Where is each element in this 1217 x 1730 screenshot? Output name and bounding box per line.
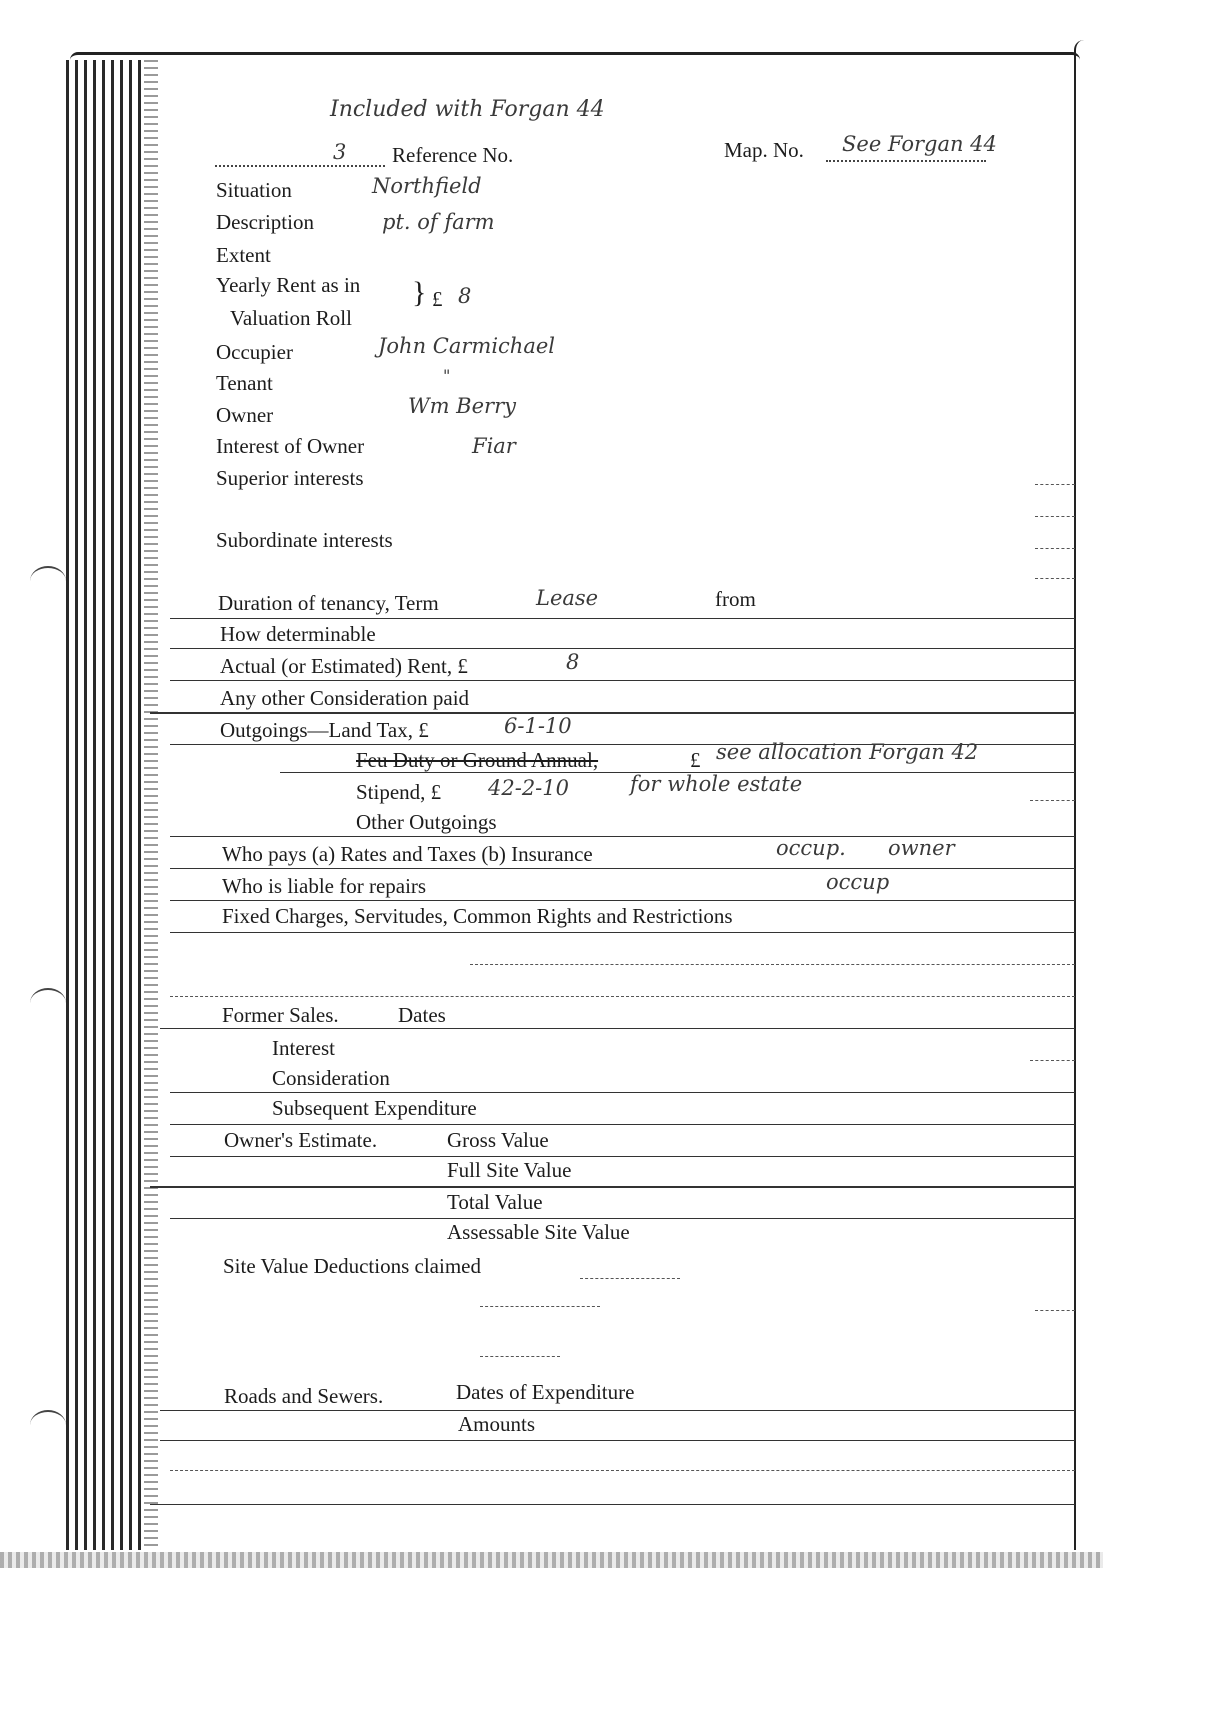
actual-rent-value: 8 bbox=[566, 650, 580, 674]
form-rule-dashed bbox=[170, 1470, 1075, 1471]
outgoings-land-tax-label: Outgoings—Land Tax, £ bbox=[220, 718, 429, 742]
fixed-charges-label: Fixed Charges, Servitudes, Common Rights and Restrictions bbox=[222, 904, 733, 928]
stipend-value: 42-2-10 bbox=[488, 776, 569, 800]
form-rule bbox=[170, 932, 1075, 933]
occupier-value: John Carmichael bbox=[378, 334, 555, 358]
form-rule-dashed bbox=[580, 1278, 680, 1279]
tenant-label: Tenant bbox=[216, 371, 273, 395]
right-margin-dash bbox=[1035, 516, 1075, 517]
dates-of-expenditure-label: Dates of Expenditure bbox=[456, 1380, 635, 1404]
gross-value-label: Gross Value bbox=[447, 1128, 549, 1152]
situation-value: Northfield bbox=[372, 174, 482, 198]
form-rule bbox=[150, 1186, 1075, 1188]
map-number-dotline bbox=[826, 160, 986, 162]
interest-of-owner-label: Interest of Owner bbox=[216, 434, 365, 458]
form-rule bbox=[170, 648, 1075, 649]
superior-interests-label: Superior interests bbox=[216, 466, 364, 490]
former-sales-label: Former Sales. bbox=[222, 1003, 339, 1027]
form-rule bbox=[170, 618, 1075, 619]
reference-label: Reference No. bbox=[392, 143, 514, 167]
punch-hole bbox=[30, 1410, 66, 1440]
yearly-rent-label: Yearly Rent as in bbox=[216, 273, 361, 297]
yearly-rent-currency: £ bbox=[432, 287, 443, 311]
form-rule bbox=[170, 1156, 1075, 1157]
duration-value: Lease bbox=[536, 586, 599, 610]
form-rule bbox=[160, 1028, 1075, 1029]
owner-value: Wm Berry bbox=[408, 394, 516, 418]
bound-page-edges bbox=[66, 60, 144, 1550]
subordinate-interests-label: Subordinate interests bbox=[216, 528, 393, 552]
description-label: Description bbox=[216, 210, 314, 234]
handwritten-header-note: Included with Forgan 44 bbox=[330, 97, 605, 122]
stipend-note: for whole estate bbox=[630, 772, 803, 796]
reference-number-value: 3 bbox=[333, 140, 347, 164]
punch-hole bbox=[30, 988, 66, 1018]
form-rule bbox=[170, 1092, 1075, 1093]
other-consideration-label: Any other Consideration paid bbox=[220, 686, 470, 710]
total-value-label: Total Value bbox=[447, 1190, 543, 1214]
page-bottom-edge bbox=[0, 1552, 1103, 1568]
map-number-value: See Forgan 44 bbox=[842, 132, 997, 156]
feu-duty-currency: £ bbox=[690, 748, 701, 772]
form-rule bbox=[170, 900, 1075, 901]
form-rule bbox=[150, 1504, 1075, 1505]
former-sales-dates-label: Dates bbox=[398, 1003, 446, 1027]
repairs-label: Who is liable for repairs bbox=[222, 874, 427, 898]
right-margin-dash bbox=[1035, 548, 1075, 549]
land-tax-value: 6-1-10 bbox=[504, 714, 572, 738]
repairs-value: occup bbox=[826, 870, 890, 894]
tenant-ditto-mark: " bbox=[443, 366, 451, 385]
feu-duty-value: see allocation Forgan 42 bbox=[716, 740, 979, 764]
page-top-edge bbox=[70, 52, 1080, 63]
form-rule-dashed bbox=[170, 996, 1075, 997]
site-value-deductions-label: Site Value Deductions claimed bbox=[223, 1254, 481, 1278]
occupier-label: Occupier bbox=[216, 340, 293, 364]
duration-label: Duration of tenancy, Term bbox=[218, 591, 439, 615]
owner-label: Owner bbox=[216, 403, 274, 427]
form-rule bbox=[170, 1124, 1075, 1125]
form-rule bbox=[170, 1218, 1075, 1219]
how-determinable-label: How determinable bbox=[220, 622, 376, 646]
feu-duty-label-struck: Feu Duty or Ground Annual, bbox=[356, 748, 599, 772]
right-margin-dash bbox=[1035, 578, 1075, 579]
punch-hole bbox=[30, 566, 66, 596]
yearly-rent-value: 8 bbox=[458, 284, 472, 308]
former-sales-interest-label: Interest bbox=[272, 1036, 335, 1060]
roads-sewers-label: Roads and Sewers. bbox=[224, 1384, 384, 1408]
form-rule bbox=[160, 1440, 1075, 1441]
stipend-label: Stipend, £ bbox=[356, 780, 442, 804]
description-value: pt. of farm bbox=[382, 210, 495, 234]
right-margin-dash bbox=[1030, 800, 1075, 801]
right-margin-dash bbox=[1035, 1310, 1075, 1311]
owners-estimate-label: Owner's Estimate. bbox=[224, 1128, 378, 1152]
right-margin-dash bbox=[1030, 1060, 1075, 1061]
form-rule-dashed bbox=[480, 1356, 560, 1357]
right-margin-dash bbox=[1035, 484, 1075, 485]
form-rule bbox=[160, 1410, 1075, 1411]
assessable-site-value-label: Assessable Site Value bbox=[447, 1220, 630, 1244]
map-number-label: Map. No. bbox=[724, 138, 804, 162]
extent-label: Extent bbox=[216, 243, 271, 267]
interest-of-owner-value: Fiar bbox=[472, 434, 516, 458]
yearly-rent-brace: } bbox=[412, 276, 427, 309]
form-rule-dashed bbox=[480, 1306, 600, 1307]
page-right-edge bbox=[1074, 40, 1090, 1550]
form-rule bbox=[150, 712, 1075, 714]
form-rule-dashed bbox=[470, 964, 1075, 965]
reference-dotline bbox=[215, 165, 385, 167]
subsequent-expenditure-label: Subsequent Expenditure bbox=[272, 1096, 477, 1120]
situation-label: Situation bbox=[216, 178, 292, 202]
from-label: from bbox=[715, 587, 756, 611]
actual-rent-label: Actual (or Estimated) Rent, £ bbox=[220, 654, 468, 678]
who-pays-rates-value: occup. bbox=[776, 836, 846, 860]
who-pays-insurance-value: owner bbox=[888, 836, 955, 860]
who-pays-label: Who pays (a) Rates and Taxes (b) Insurance bbox=[222, 842, 593, 866]
amounts-label: Amounts bbox=[458, 1412, 536, 1436]
valuation-roll-label: Valuation Roll bbox=[230, 306, 352, 330]
former-sales-consideration-label: Consideration bbox=[272, 1066, 390, 1090]
full-site-value-label: Full Site Value bbox=[447, 1158, 572, 1182]
other-outgoings-label: Other Outgoings bbox=[356, 810, 497, 834]
form-rule bbox=[170, 680, 1075, 681]
form-rule bbox=[170, 868, 1075, 869]
